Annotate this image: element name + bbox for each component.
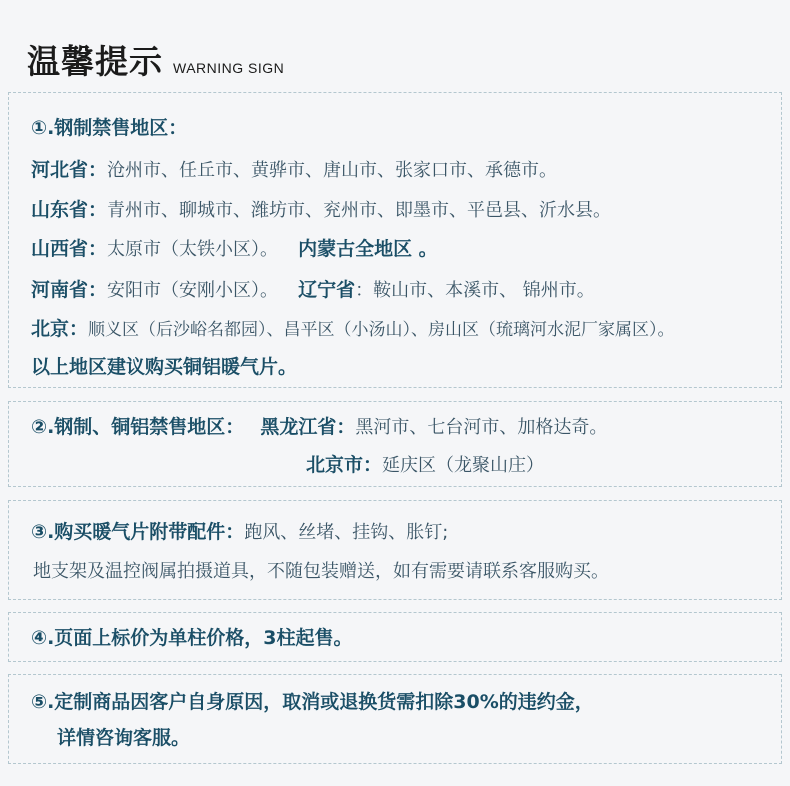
section3-heading: ③.购买暖气片附带配件： bbox=[31, 521, 245, 543]
row-beijing bbox=[31, 316, 675, 343]
section4-text: ④.页面上标价为单柱价格，3柱起售。 bbox=[31, 627, 353, 649]
row-shandong bbox=[31, 197, 611, 224]
section-pricing bbox=[8, 612, 782, 662]
section3-heading-value: 跑风、丝堵、挂钩、胀钉; bbox=[244, 522, 449, 543]
row-shanxi bbox=[31, 236, 438, 263]
header bbox=[27, 36, 285, 81]
label-beijing: 北京： bbox=[31, 318, 89, 340]
value-heilongjiang: 黑河市、七台河市、加格达奇。 bbox=[355, 417, 608, 438]
section5-line1: ⑤.定制商品因客户自身原因，取消或退换货需扣除30%的违约金， bbox=[31, 691, 594, 713]
value-beijing: 顺义区（后沙峪名都园）、昌平区（小汤山）、房山区（琉璃河水泥厂家属区）。 bbox=[88, 320, 675, 340]
value-shanxi: 太原市（太铁小区）。 bbox=[107, 239, 279, 260]
label-hebei: 河北省： bbox=[31, 159, 108, 181]
value-shandong: 青州市、聊城市、潍坊市、兖州市、即墨市、平邑县、沂水县。 bbox=[107, 200, 612, 221]
label-beijing-city: 北京市： bbox=[306, 454, 383, 476]
value-hebei: 沧州市、任丘市、黄骅市、唐山市、张家口市、承德市。 bbox=[107, 160, 558, 181]
label-shanxi: 山西省： bbox=[31, 238, 108, 260]
section2-heading: ②.钢制、铜铝禁售地区： bbox=[31, 416, 245, 438]
value-beijing-city: 延庆区（龙聚山庄） bbox=[382, 455, 545, 476]
value-liaoning: ：鞍山市、本溪市、 锦州市。 bbox=[355, 280, 595, 301]
page-title: 温馨提示 bbox=[27, 42, 163, 81]
advice-text: 以上地区建议购买铜铝暖气片。 bbox=[31, 356, 298, 378]
row-beijing-city bbox=[306, 452, 544, 479]
page-subtitle: WARNING SIGN bbox=[173, 60, 285, 76]
section-custom-goods bbox=[8, 674, 782, 764]
section-steel-copper-banned bbox=[8, 401, 782, 487]
label-henan: 河南省： bbox=[31, 279, 108, 301]
section-steel-banned bbox=[8, 92, 782, 388]
label-neimenggu: 内蒙古全地区 。 bbox=[298, 238, 438, 260]
row-heilongjiang bbox=[31, 414, 607, 441]
section5-line2: 详情咨询客服。 bbox=[57, 727, 191, 749]
row-accessories bbox=[31, 519, 448, 546]
row-henan bbox=[31, 277, 595, 304]
label-liaoning: 辽宁省 bbox=[298, 279, 356, 301]
row-hebei bbox=[31, 157, 557, 184]
value-henan: 安阳市（安刚小区）。 bbox=[107, 280, 279, 301]
label-shandong: 山东省： bbox=[31, 199, 108, 221]
section3-line2: 地支架及温控阀属拍摄道具，不随包装赠送，如有需要请联系客服购买。 bbox=[33, 561, 609, 582]
label-heilongjiang: 黑龙江省： bbox=[260, 416, 356, 438]
section-accessories bbox=[8, 500, 782, 600]
section1-heading: ①.钢制禁售地区： bbox=[31, 117, 188, 139]
